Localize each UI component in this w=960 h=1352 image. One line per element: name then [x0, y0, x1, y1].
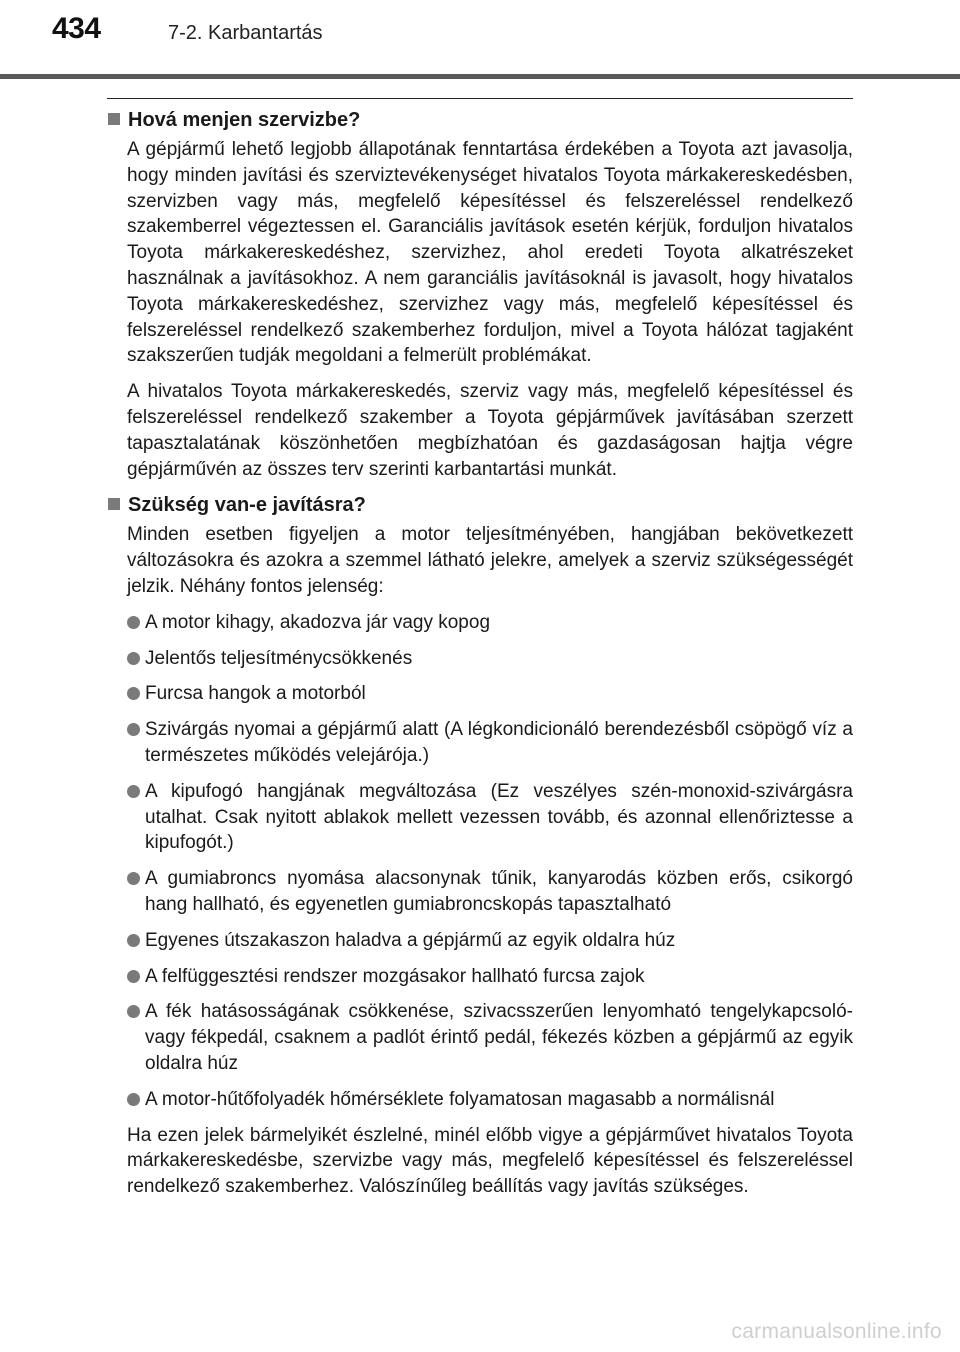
section-heading-need-repair — [107, 492, 853, 518]
list-item — [127, 866, 853, 918]
list-item-text: Egyenes útszakaszon haladva a gépjármű az egyik oldalra húz — [145, 929, 676, 951]
round-bullet-icon — [127, 872, 140, 885]
round-bullet-icon — [127, 785, 140, 798]
page-content — [107, 98, 853, 1210]
section-title: Szükség van-e javításra? — [128, 494, 366, 517]
round-bullet-icon — [127, 970, 140, 983]
paragraph: Ha ezen jelek bármelyikét észlelné, minél előbb vigye a gépjárművet hivatalos Toyota márkakereskedésbe, szervizbe vagy más, megfelelő képesítéssel és felszereléssel rendelkező szakemberhez. Valószínűleg beállítás vagy javítás szükséges. — [127, 1124, 853, 1198]
round-bullet-icon — [127, 723, 140, 736]
chapter-title: 7-2. Karbantartás — [168, 22, 323, 44]
list-item-text: A felfüggesztési rendszer mozgásakor hallható furcsa zajok — [145, 965, 645, 987]
list-item — [127, 779, 853, 856]
list-item-text: A fék hatásosságának csökkenése, szivacsszerűen lenyomható tengelykapcsoló- vagy fékpedál, csaknem a padlót érintő pedál, fékezés közben a gépjármű az egyik oldalra húz — [145, 1001, 853, 1074]
square-bullet-icon — [108, 113, 120, 125]
list-item — [127, 1087, 853, 1113]
list-item — [127, 964, 853, 990]
round-bullet-icon — [127, 1093, 140, 1106]
list-item-text: Furcsa hangok a motorból — [145, 683, 366, 705]
list-item — [127, 610, 853, 636]
round-bullet-icon — [127, 616, 140, 629]
header-rule — [0, 74, 960, 79]
symptom-list — [107, 610, 853, 1113]
section-title: Hová menjen szervizbe? — [128, 109, 361, 131]
list-item — [127, 681, 853, 707]
list-item-text: A motor-hűtőfolyadék hőmérséklete folyamatosan magasabb a normálisnál — [145, 1088, 775, 1110]
round-bullet-icon — [127, 1005, 140, 1018]
paragraph: A hivatalos Toyota márkakereskedés, szerviz vagy más, megfelelő képesítéssel és felszereléssel rendelkező szakember a Toyota gépjárművek javításában szerzett tapasztalatának köszönhetően megbízhatóan és gazdaságosan hajtja végre gépjárművén az összes terv szerinti karbantartási munkát. — [127, 381, 853, 480]
list-item — [127, 646, 853, 672]
watermark[interactable]: carmanualsonline.info — [731, 1320, 942, 1343]
list-item-text: A gumiabroncs nyomása alacsonynak tűnik, kanyarodás közben erős, csikorgó hang hallható, és egyenetlen gumiabroncskopás tapasztalható — [145, 868, 853, 915]
list-item — [127, 999, 853, 1076]
list-item-text: A motor kihagy, akadozva jár vagy kopog — [145, 611, 491, 633]
paragraph: Minden esetben figyeljen a motor teljesítményében, hangjában bekövetkezett változásokra és azokra a szemmel látható jelekre, amelyek a szerviz szükségességét jelzik. Néhány fontos jelenség: — [127, 524, 853, 597]
round-bullet-icon — [127, 687, 140, 700]
paragraph: A gépjármű lehető legjobb állapotának fenntartása érdekében a Toyota azt javasolja, hogy minden javítási és szerviztevékenységet hivatalos Toyota márkakereskedésben, szervizben vagy más, megfelelő képesítéssel és felszereléssel rendelkező szakemberrel végeztessen el. Garanciális javítások esetén kérjük, forduljon hivatalos Toyota márkakereskedéshez, szervizhez, ahol eredeti Toyota alkatrészeket használnak a javításokhoz. A nem garanciális javításoknál is javasolt, hogy hivatalos Toyota márkakereskedéshez, szervizhez vagy más, megfelelő képesítéssel és felszereléssel rendelkező szakemberhez forduljon, mivel a Toyota hálózat tagjaként szakszerűen tudják megoldani a felmerült problémákat. — [127, 139, 853, 367]
list-item-text: A kipufogó hangjának megváltozása (Ez veszélyes szén-monoxid-szivárgásra utalhat. Csak nyitott ablakok mellett vezessen tovább, és azonnal ellenőriztesse a kipufogót.) — [145, 780, 853, 854]
section-heading-where-to-service — [107, 107, 853, 133]
list-item — [127, 928, 853, 954]
list-item-text: Szivárgás nyomai a gépjármű alatt (A légkondicionáló berendezésből csöpögő víz a természetes működés velejárója.) — [145, 719, 853, 766]
round-bullet-icon — [127, 652, 140, 665]
page-number: 434 — [52, 12, 101, 45]
square-bullet-icon — [108, 498, 120, 510]
list-item — [127, 717, 853, 769]
list-item-text: Jelentős teljesítménycsökkenés — [145, 647, 413, 669]
round-bullet-icon — [127, 934, 140, 947]
